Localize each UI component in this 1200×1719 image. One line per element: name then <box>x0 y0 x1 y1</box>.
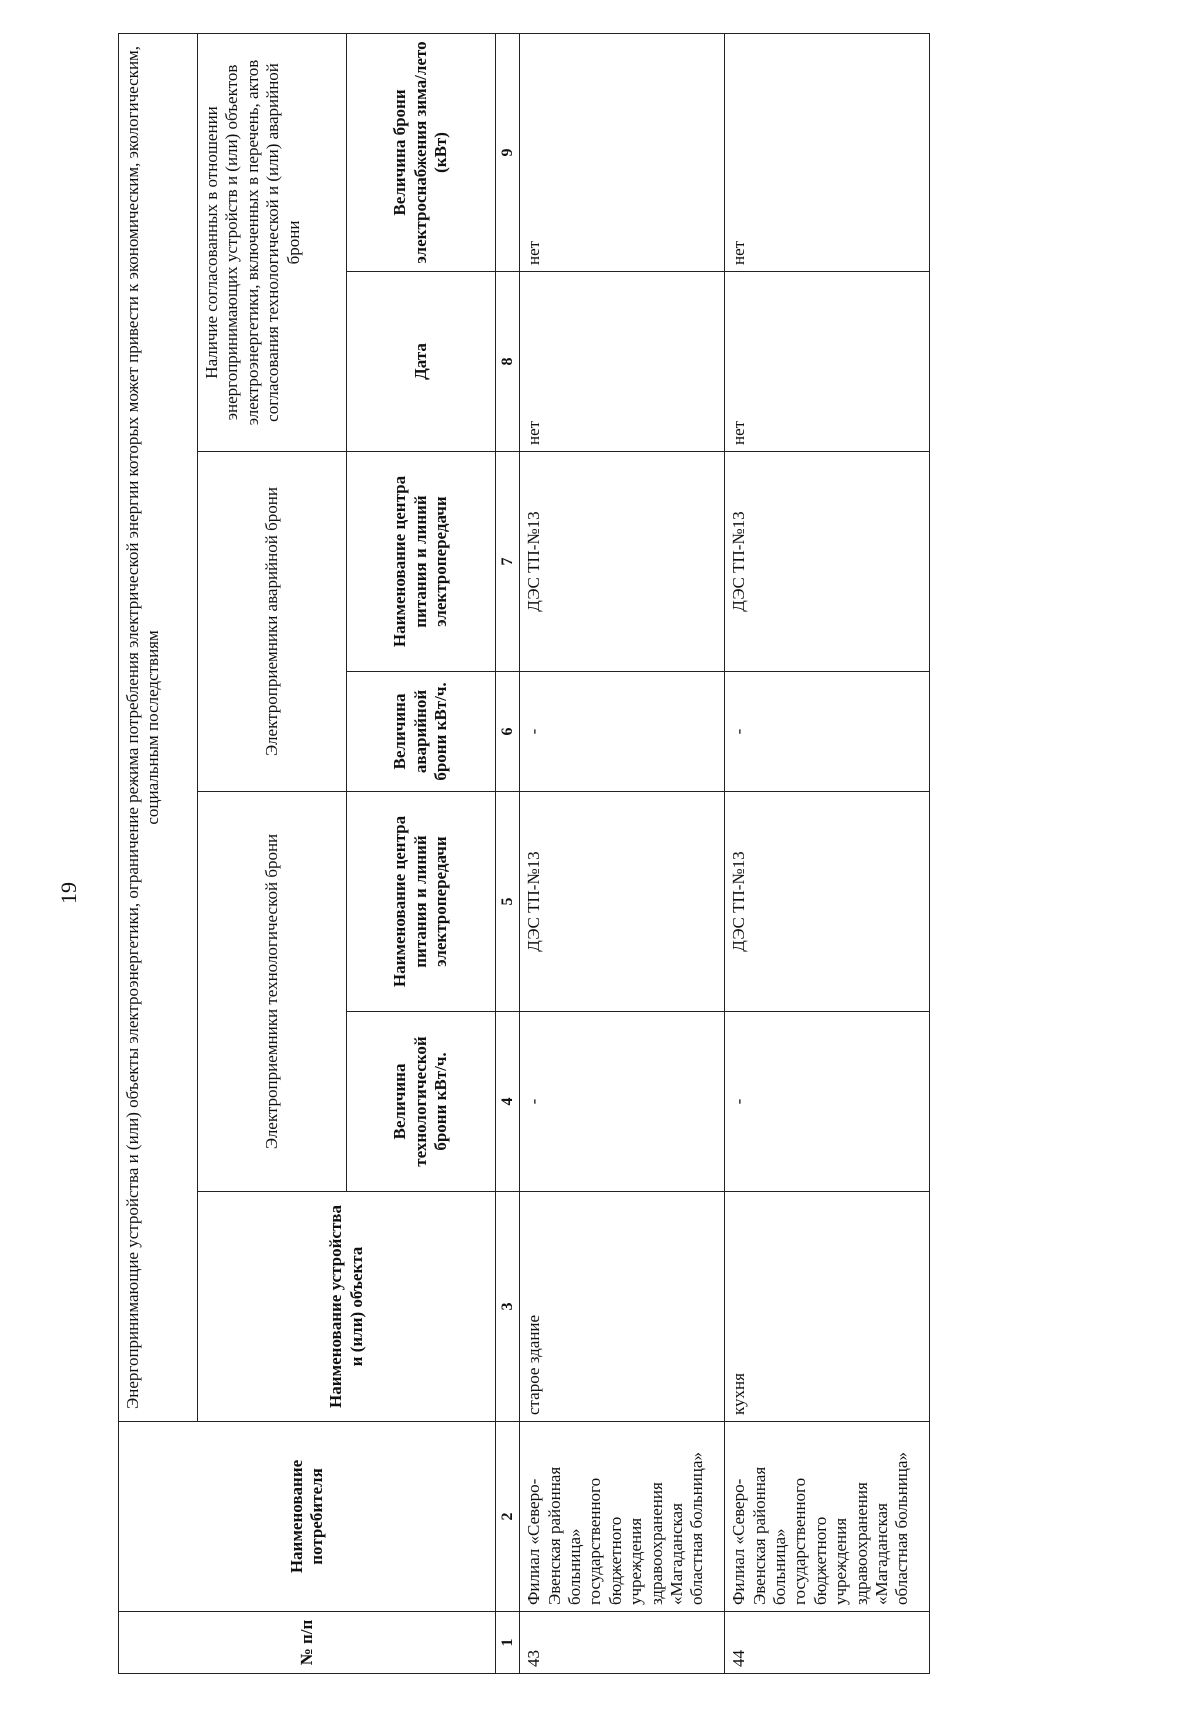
header-row-1 <box>119 33 198 1673</box>
header-emerg-group: Электроприемники аварийной брони <box>198 452 347 792</box>
row-date: нет <box>725 272 930 452</box>
row-tech-value: - <box>520 1012 725 1192</box>
column-number: 4 <box>496 1012 520 1192</box>
row-consumer: Филиал «Северо-Эвенская районная больница» государственного бюджетного учреждения здравоохранения «Магаданская областная больница» <box>520 1422 725 1612</box>
header-consumer: Наименование потребителя <box>119 1422 496 1612</box>
row-emerg-value: - <box>520 672 725 792</box>
column-number: 1 <box>496 1612 520 1674</box>
header-agreed-group: Наличие согласованных в отношении энергопринимающих устройств и (или) объектов электроэнергетики, включенных в перечень, актов согласования технологической и (или) аварийной брони <box>198 33 347 451</box>
column-number: 5 <box>496 792 520 1012</box>
row-consumer: Филиал «Северо-Эвенская районная больница» государственного бюджетного учреждения здравоохранения «Магаданская областная больница» <box>725 1422 930 1612</box>
column-number: 8 <box>496 272 520 452</box>
column-number: 3 <box>496 1192 520 1422</box>
table-row <box>520 33 725 1673</box>
column-number-row <box>496 33 520 1673</box>
column-number: 9 <box>496 33 520 271</box>
row-emerg-value: - <box>725 672 930 792</box>
header-num: № п/п <box>119 1612 496 1674</box>
column-number: 7 <box>496 452 520 672</box>
column-number: 2 <box>496 1422 520 1612</box>
row-reserve: нет <box>725 33 930 271</box>
row-num: 44 <box>725 1612 930 1674</box>
rotated-document <box>118 34 1118 1674</box>
reserve-table <box>118 33 930 1674</box>
row-tech-value: - <box>725 1012 930 1192</box>
header-emerg-center: Наименование центра питания и линий электропередачи <box>347 452 496 672</box>
row-emerg-center: ДЭС ТП-№13 <box>725 452 930 672</box>
row-object: кухня <box>725 1192 930 1422</box>
header-reserve: Величина брони электроснабжения зима/лето (кВт) <box>347 33 496 271</box>
row-object: старое здание <box>520 1192 725 1422</box>
row-emerg-center: ДЭС ТП-№13 <box>520 452 725 672</box>
row-reserve: нет <box>520 33 725 271</box>
header-tech-center: Наименование центра питания и линий электропередачи <box>347 792 496 1012</box>
row-date: нет <box>520 272 725 452</box>
row-tech-center: ДЭС ТП-№13 <box>520 792 725 1012</box>
header-date: Дата <box>347 272 496 452</box>
page-number: 19 <box>56 882 81 904</box>
table-row <box>725 33 930 1673</box>
column-number: 6 <box>496 672 520 792</box>
header-group: Энергопринимающие устройства и (или) объекты электроэнергетики, ограничение режима потребления электрической энергии которых может привести к экономическим, экологическим, социальным последствиям <box>119 33 198 1421</box>
header-emerg-value: Величина аварийной брони кВт/ч. <box>347 672 496 792</box>
header-tech-group: Электроприемники технологической брони <box>198 792 347 1192</box>
header-tech-value: Величина технологической брони кВт/ч. <box>347 1012 496 1192</box>
row-num: 43 <box>520 1612 725 1674</box>
header-object: Наименование устройства и (или) объекта <box>198 1192 496 1422</box>
row-tech-center: ДЭС ТП-№13 <box>725 792 930 1012</box>
